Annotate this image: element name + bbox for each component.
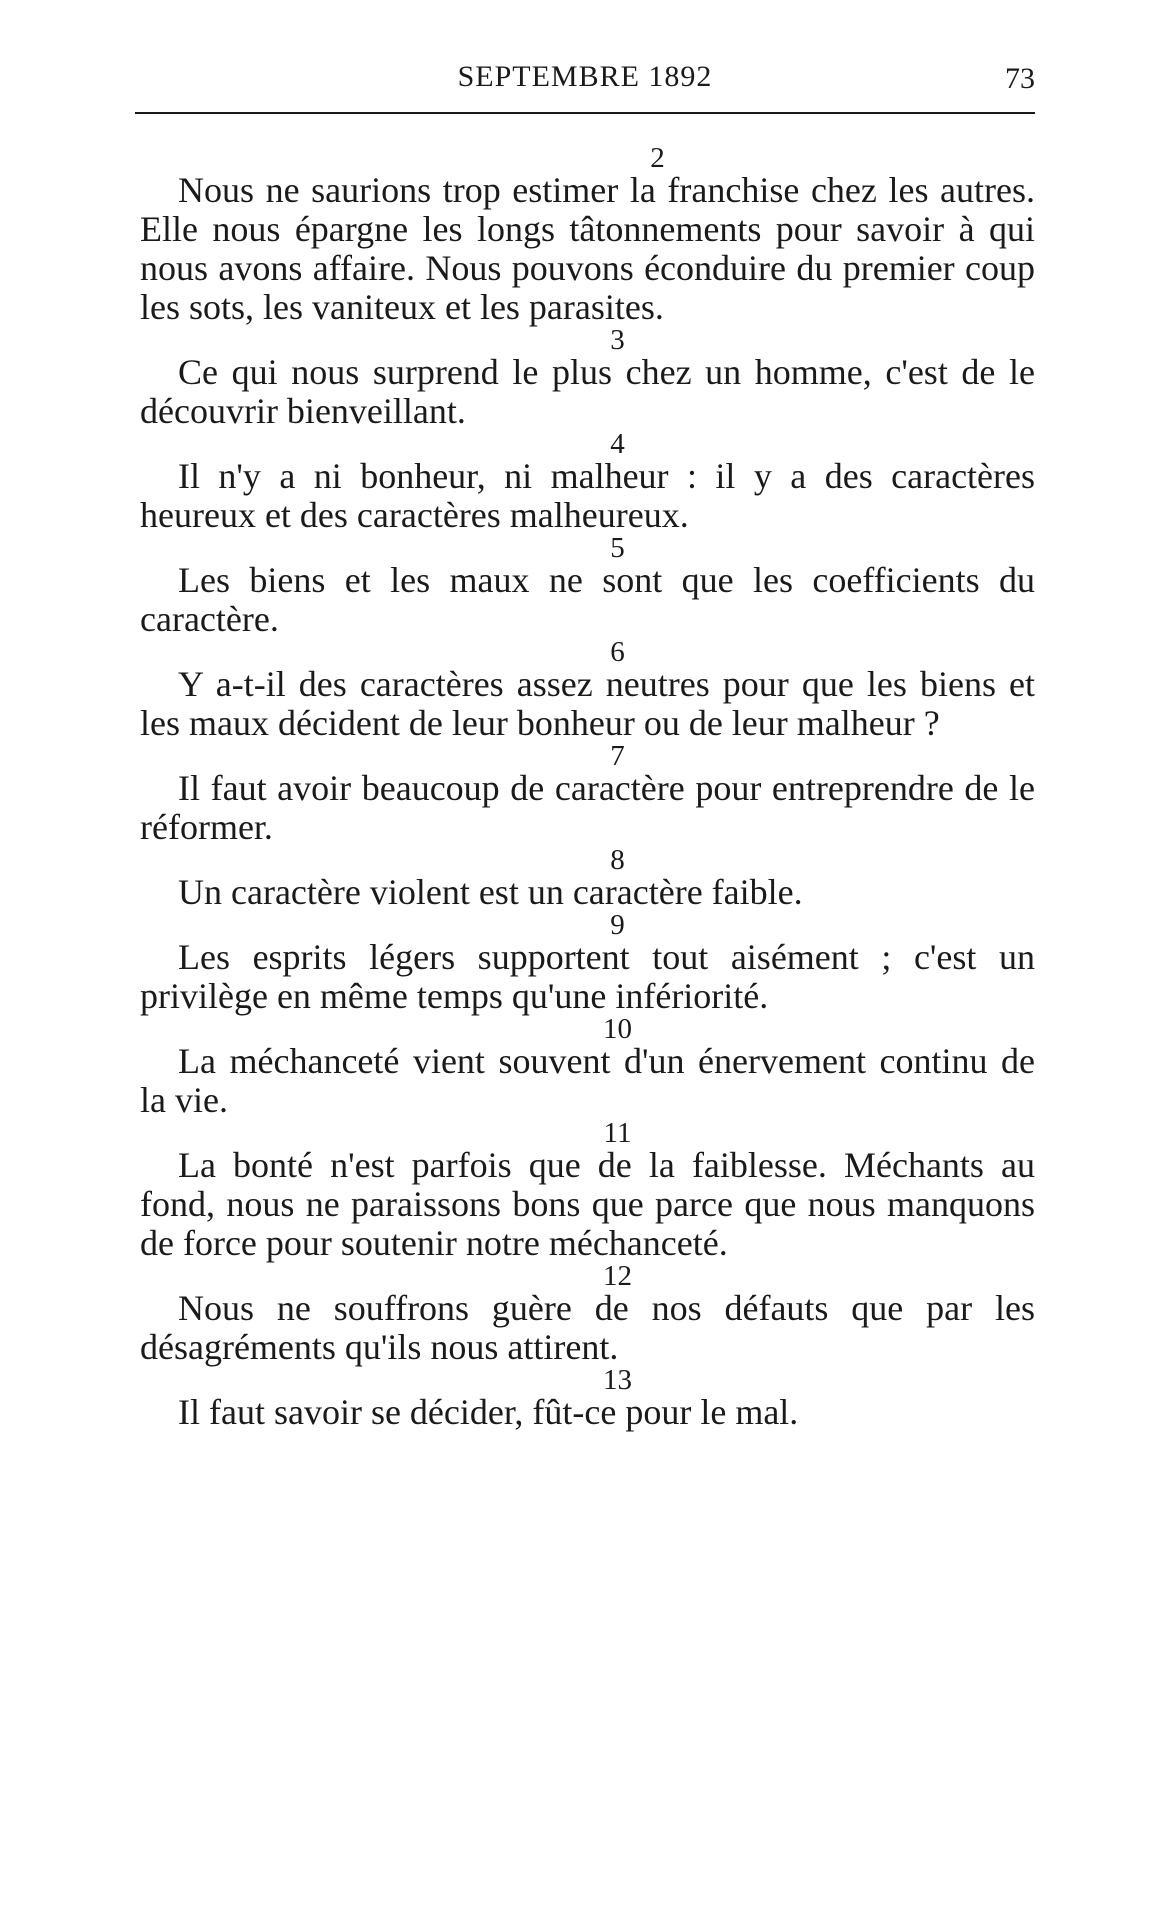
maxim bbox=[140, 636, 1035, 743]
maxim-number: 2 bbox=[650, 142, 665, 174]
maxim-number: 9 bbox=[610, 909, 625, 941]
maxim-text: Y a-t-il des caractères assez neutres pour que les biens et les maux décident de leur bonheur ou de leur malheur ? bbox=[140, 664, 1035, 743]
maxim bbox=[140, 532, 1035, 639]
maxim bbox=[140, 1364, 1035, 1432]
maxim-text: Il faut avoir beaucoup de caractère pour entreprendre de le réformer. bbox=[140, 768, 1035, 847]
running-title: SEPTEMBRE 1892 bbox=[457, 60, 713, 93]
header-rule bbox=[135, 112, 1035, 114]
maxim bbox=[140, 1117, 1035, 1263]
maxim-text: Il faut savoir se décider, fût-ce pour le mal. bbox=[178, 1392, 799, 1432]
maxim-text: Les esprits légers supportent tout aisément ; c'est un privilège en même temps qu'une infériorité. bbox=[140, 937, 1035, 1016]
maxim-number: 10 bbox=[603, 1013, 632, 1045]
maxim-text: Ce qui nous surprend le plus chez un homme, c'est de le découvrir bienveillant. bbox=[140, 352, 1035, 431]
maxim bbox=[140, 844, 1035, 912]
maxim-number: 11 bbox=[603, 1117, 632, 1149]
maxim bbox=[140, 909, 1035, 1016]
maxim-text: Les biens et les maux ne sont que les coefficients du caractère. bbox=[140, 560, 1035, 639]
maxim-number: 12 bbox=[603, 1260, 632, 1292]
maxim bbox=[140, 324, 1035, 431]
maxim bbox=[140, 142, 1035, 327]
maxim-text: Un caractère violent est un caractère faible. bbox=[178, 872, 803, 912]
maxim bbox=[140, 1013, 1035, 1120]
maxim-number: 4 bbox=[610, 428, 625, 460]
maxim-text: La méchanceté vient souvent d'un énervement continu de la vie. bbox=[140, 1041, 1035, 1120]
running-head bbox=[135, 52, 1035, 102]
maxim-text: Il n'y a ni bonheur, ni malheur : il y a des caractères heureux et des caractères malheureux. bbox=[140, 456, 1035, 535]
maxim-text: La bonté n'est parfois que de la faiblesse. Méchants au fond, nous ne paraissons bons que parce que nous manquons de force pour soutenir notre méchanceté. bbox=[140, 1145, 1035, 1263]
maxim bbox=[140, 1260, 1035, 1367]
maxim-number: 13 bbox=[603, 1364, 632, 1396]
maxim-number: 7 bbox=[610, 740, 625, 772]
maxim-number: 6 bbox=[610, 636, 625, 668]
maxim-number: 5 bbox=[610, 532, 625, 564]
maxim-number: 3 bbox=[610, 324, 625, 356]
maxim-number: 8 bbox=[610, 844, 625, 876]
maxims-list bbox=[140, 142, 1035, 1432]
maxim bbox=[140, 428, 1035, 535]
maxim-text: Nous ne souffrons guère de nos défauts que par les désagréments qu'ils nous attirent. bbox=[140, 1288, 1035, 1367]
maxim-text: Nous ne saurions trop estimer la franchise chez les autres. Elle nous épargne les longs tâtonnements pour savoir à qui nous avons affaire. Nous pouvons éconduire du premier coup les sots, les vaniteux et les parasites. bbox=[140, 170, 1035, 327]
page-number: 73 bbox=[1005, 62, 1035, 95]
maxim bbox=[140, 740, 1035, 847]
